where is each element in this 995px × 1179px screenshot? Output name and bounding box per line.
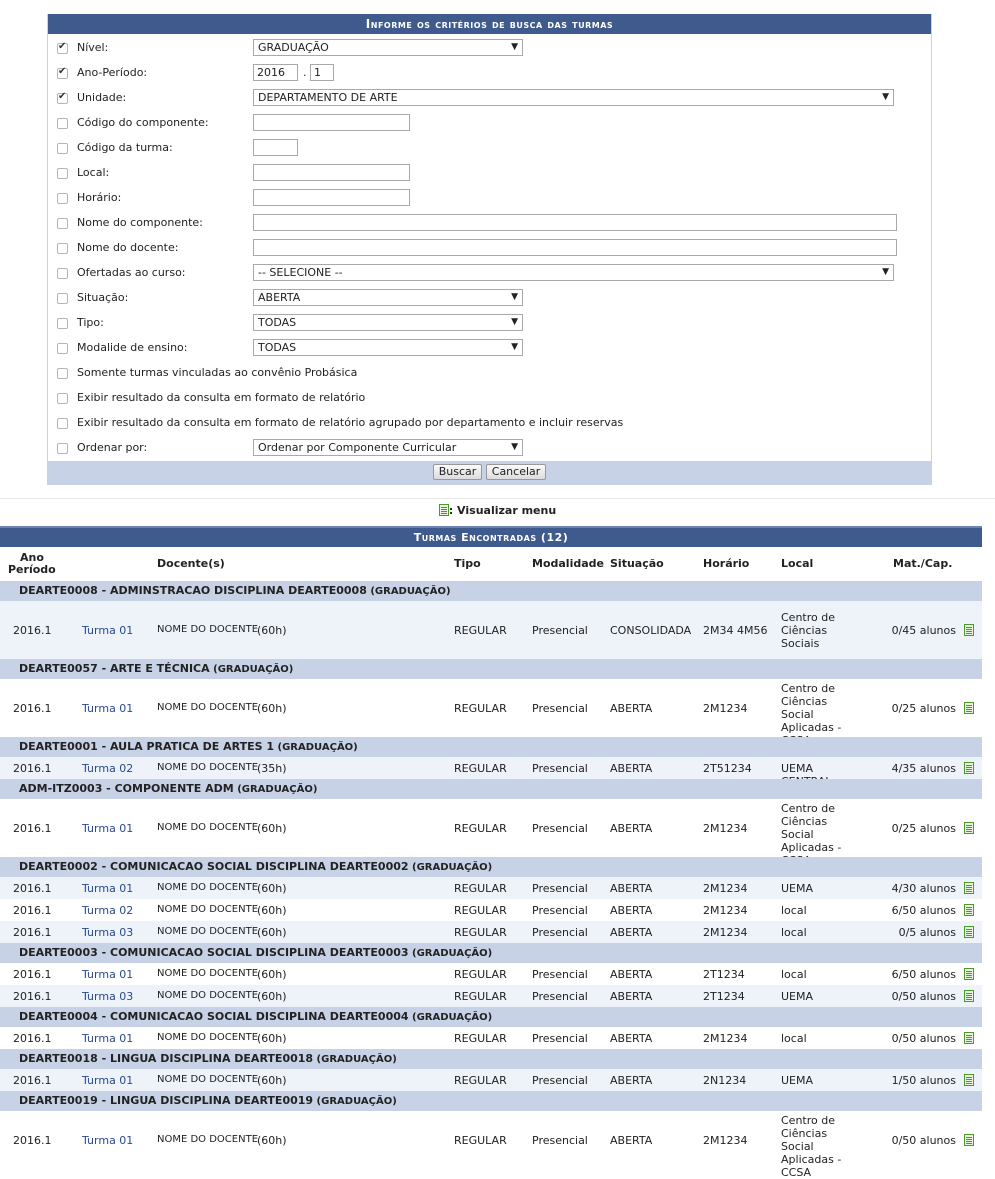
group-title: DEARTE0057 - ARTE E TÉCNICA xyxy=(19,662,210,675)
menu-icon[interactable] xyxy=(964,702,974,714)
cell-situacao: ABERTA xyxy=(610,762,653,775)
nivel-checkbox[interactable] xyxy=(57,43,68,54)
table-row xyxy=(0,963,982,985)
cell-modalidade: Presencial xyxy=(532,702,588,715)
menu-icon[interactable] xyxy=(964,990,974,1002)
turma-link[interactable]: Turma 01 xyxy=(82,624,134,637)
unidade-value: DEPARTAMENTO DE ARTE xyxy=(258,91,398,104)
cell-tipo: REGULAR xyxy=(454,702,507,715)
cell-carga-horaria: (60h) xyxy=(257,1074,287,1087)
horario-checkbox[interactable] xyxy=(57,193,68,204)
group-level: (GRADUAÇÃO) xyxy=(313,1096,397,1107)
table-row xyxy=(0,1069,982,1091)
cell-carga-horaria: (60h) xyxy=(257,968,287,981)
cell-local: Centro de Ciências Social Aplicadas - CCSA xyxy=(781,1114,842,1179)
cell-mat-cap: 0/50 alunos xyxy=(891,1134,956,1147)
table-header xyxy=(0,547,982,581)
table-row xyxy=(0,921,982,943)
component-group-header xyxy=(0,1091,982,1111)
legend-label: : Visualizar menu xyxy=(448,504,557,517)
horario-input[interactable] xyxy=(253,189,410,206)
codigo-componente-checkbox[interactable] xyxy=(57,118,68,129)
cell-docente: NOME DO DOCENTE xyxy=(157,702,259,713)
table-row xyxy=(0,1027,982,1049)
menu-icon[interactable] xyxy=(964,1134,974,1146)
cell-mat-cap: 0/25 alunos xyxy=(891,702,956,715)
cell-modalidade: Presencial xyxy=(532,1032,588,1045)
cell-situacao: ABERTA xyxy=(610,990,653,1003)
ano-periodo-separator: . xyxy=(303,66,307,79)
row-ano-periodo xyxy=(48,63,931,85)
component-group-header xyxy=(0,581,982,601)
cell-docente: NOME DO DOCENTE xyxy=(157,822,259,833)
search-form xyxy=(47,14,932,485)
cell-local: UEMA xyxy=(781,762,814,775)
cell-ano-periodo: 2016.1 xyxy=(13,762,52,775)
cell-situacao: CONSOLIDADA xyxy=(610,624,692,637)
chevron-down-icon: ▼ xyxy=(511,442,518,452)
turma-link[interactable]: Turma 02 xyxy=(82,762,134,775)
results-title: Turmas Encontradas (12) xyxy=(0,526,982,547)
tipo-value: TODAS xyxy=(258,316,297,329)
cell-mat-cap: 6/50 alunos xyxy=(891,968,956,981)
nome-componente-label: Nome do componente: xyxy=(77,216,203,229)
group-title: DEARTE0003 - COMUNICACAO SOCIAL DISCIPLINA DEARTE0003 xyxy=(19,946,409,959)
nivel-label: Nível: xyxy=(77,41,109,54)
cell-horario: 2M1234 xyxy=(703,822,748,835)
cell-ano-periodo: 2016.1 xyxy=(13,882,52,895)
cell-horario: 2M1234 xyxy=(703,1134,748,1147)
cell-ano-periodo: 2016.1 xyxy=(13,1032,52,1045)
local-input[interactable] xyxy=(253,164,410,181)
component-group-header xyxy=(0,943,982,963)
nome-docente-label: Nome do docente: xyxy=(77,241,179,254)
menu-icon[interactable] xyxy=(964,624,974,636)
relatorio-checkbox[interactable] xyxy=(57,393,68,404)
cell-horario: 2M1234 xyxy=(703,882,748,895)
ofertadas-checkbox[interactable] xyxy=(57,268,68,279)
cell-mat-cap: 0/5 alunos xyxy=(898,926,956,939)
form-footer xyxy=(48,461,931,485)
header-horario: Horário xyxy=(703,557,750,570)
buscar-button[interactable]: Buscar xyxy=(433,464,483,480)
chevron-down-icon: ▼ xyxy=(511,292,518,302)
turma-link[interactable]: Turma 03 xyxy=(82,926,134,939)
cell-carga-horaria: (60h) xyxy=(257,702,287,715)
cell-tipo: REGULAR xyxy=(454,904,507,917)
cell-mat-cap: 0/25 alunos xyxy=(891,822,956,835)
codigo-turma-label: Código da turma: xyxy=(77,141,173,154)
component-group-header xyxy=(0,1049,982,1069)
cell-ano-periodo: 2016.1 xyxy=(13,1134,52,1147)
row-unidade xyxy=(48,88,931,110)
cell-docente: NOME DO DOCENTE xyxy=(157,968,259,979)
cell-carga-horaria: (60h) xyxy=(257,926,287,939)
row-modalidade xyxy=(48,338,931,360)
cell-modalidade: Presencial xyxy=(532,882,588,895)
periodo-input[interactable]: 1 xyxy=(310,64,334,81)
probasica-label: Somente turmas vinculadas ao convênio Probásica xyxy=(77,366,358,379)
cell-modalidade: Presencial xyxy=(532,624,588,637)
row-nome-docente xyxy=(48,238,931,260)
unidade-label: Unidade: xyxy=(77,91,127,104)
cell-situacao: ABERTA xyxy=(610,822,653,835)
situacao-label: Situação: xyxy=(77,291,129,304)
turma-link[interactable]: Turma 01 xyxy=(82,702,134,715)
table-row xyxy=(0,679,982,737)
cancelar-button[interactable]: Cancelar xyxy=(486,464,547,480)
cell-carga-horaria: (60h) xyxy=(257,904,287,917)
cell-carga-horaria: (60h) xyxy=(257,990,287,1003)
legend xyxy=(0,498,995,521)
ano-periodo-label: Ano-Período: xyxy=(77,66,148,79)
menu-icon[interactable] xyxy=(964,968,974,980)
row-codigo-componente xyxy=(48,113,931,135)
nome-componente-checkbox[interactable] xyxy=(57,218,68,229)
cell-local: Centro de Ciências Sociais xyxy=(781,611,835,650)
unidade-checkbox[interactable] xyxy=(57,93,68,104)
menu-icon[interactable] xyxy=(964,926,974,938)
cell-modalidade: Presencial xyxy=(532,904,588,917)
ofertadas-select[interactable] xyxy=(253,264,894,281)
chevron-down-icon: ▼ xyxy=(882,92,889,102)
group-level: (GRADUAÇÃO) xyxy=(274,742,358,753)
cell-situacao: ABERTA xyxy=(610,1032,653,1045)
cell-docente: NOME DO DOCENTE xyxy=(157,882,259,893)
ordenar-label: Ordenar por: xyxy=(77,441,148,454)
menu-icon[interactable] xyxy=(964,1032,974,1044)
row-codigo-turma xyxy=(48,138,931,160)
group-title: DEARTE0001 - AULA PRATICA DE ARTES 1 xyxy=(19,740,275,753)
group-title: DEARTE0019 - LINGUA DISCIPLINA DEARTE0019 xyxy=(19,1094,314,1107)
row-nivel xyxy=(48,38,931,60)
group-title: ADM-ITZ0003 - COMPONENTE ADM xyxy=(19,782,234,795)
table-row xyxy=(0,985,982,1007)
menu-icon[interactable] xyxy=(964,882,974,894)
table-row xyxy=(0,877,982,899)
cell-horario: 2N1234 xyxy=(703,1074,747,1087)
menu-icon[interactable] xyxy=(964,822,974,834)
cell-local: local xyxy=(781,1032,807,1045)
cell-ano-periodo: 2016.1 xyxy=(13,702,52,715)
cell-carga-horaria: (60h) xyxy=(257,1032,287,1045)
table-row xyxy=(0,799,982,857)
cell-tipo: REGULAR xyxy=(454,968,507,981)
chevron-down-icon: ▼ xyxy=(511,42,518,52)
turma-link[interactable]: Turma 01 xyxy=(82,1074,134,1087)
relatorio-agrupado-checkbox[interactable] xyxy=(57,418,68,429)
ordenar-checkbox[interactable] xyxy=(57,443,68,454)
cell-situacao: ABERTA xyxy=(610,904,653,917)
group-level: (GRADUAÇÃO) xyxy=(408,1012,493,1023)
menu-icon[interactable] xyxy=(964,1074,974,1086)
cell-tipo: REGULAR xyxy=(454,1134,507,1147)
nivel-select[interactable] xyxy=(253,39,523,56)
cell-docente: NOME DO DOCENTE xyxy=(157,926,259,937)
cell-modalidade: Presencial xyxy=(532,1074,588,1087)
cell-tipo: REGULAR xyxy=(454,1032,507,1045)
cell-horario: 2T1234 xyxy=(703,968,745,981)
row-probasica xyxy=(48,363,931,385)
unidade-select[interactable] xyxy=(253,89,894,106)
cell-horario: 2T1234 xyxy=(703,990,745,1003)
cell-modalidade: Presencial xyxy=(532,822,588,835)
cell-horario: 2T51234 xyxy=(703,762,752,775)
component-group-header xyxy=(0,659,982,679)
ordenar-select[interactable] xyxy=(253,439,523,456)
cell-docente: NOME DO DOCENTE xyxy=(157,990,259,1001)
local-checkbox[interactable] xyxy=(57,168,68,179)
results-table xyxy=(0,526,982,1179)
cell-situacao: ABERTA xyxy=(610,882,653,895)
ofertadas-label: Ofertadas ao curso: xyxy=(77,266,186,279)
cell-local: UEMA xyxy=(781,882,814,895)
header-mat-cap: Mat./Cap. xyxy=(893,557,953,570)
horario-label: Horário: xyxy=(77,191,122,204)
cell-mat-cap: 4/30 alunos xyxy=(891,882,956,895)
group-level: (GRADUAÇÃO) xyxy=(209,664,294,675)
group-title: DEARTE0004 - COMUNICACAO SOCIAL DISCIPLINA DEARTE0004 xyxy=(19,1010,409,1023)
cell-horario: 2M1234 xyxy=(703,926,748,939)
cell-mat-cap: 0/45 alunos xyxy=(891,624,956,637)
cell-docente: NOME DO DOCENTE xyxy=(157,1134,259,1145)
component-group-header xyxy=(0,857,982,877)
turma-link[interactable]: Turma 02 xyxy=(82,904,134,917)
cell-tipo: REGULAR xyxy=(454,762,507,775)
row-local xyxy=(48,163,931,185)
cell-local: UEMA xyxy=(781,1074,814,1087)
cell-situacao: ABERTA xyxy=(610,702,653,715)
table-row xyxy=(0,1111,982,1179)
menu-icon xyxy=(439,504,449,516)
form-title: Informe os critérios de busca das turmas xyxy=(48,14,931,34)
modalidade-label: Modalide de ensino: xyxy=(77,341,188,354)
cell-local: Centro de Ciências Social Aplicadas - xyxy=(781,802,842,854)
situacao-select[interactable] xyxy=(253,289,523,306)
table-body xyxy=(0,581,982,1179)
modalidade-checkbox[interactable] xyxy=(57,343,68,354)
relatorio-agrupado-label: Exibir resultado da consulta em formato de relatório agrupado por departamento e incluir reservas xyxy=(77,416,624,429)
ano-input[interactable]: 2016 xyxy=(253,64,298,81)
table-row xyxy=(0,757,982,779)
chevron-down-icon: ▼ xyxy=(511,342,518,352)
group-level: (GRADUAÇÃO) xyxy=(366,586,451,597)
nivel-value: GRADUAÇÃO xyxy=(258,41,329,54)
turma-link[interactable]: Turma 01 xyxy=(82,882,134,895)
cell-modalidade: Presencial xyxy=(532,926,588,939)
chevron-down-icon: ▼ xyxy=(882,267,889,277)
turma-link[interactable]: Turma 01 xyxy=(82,822,134,835)
codigo-turma-input[interactable] xyxy=(253,139,298,156)
row-ordenar xyxy=(48,438,931,460)
cell-ano-periodo: 2016.1 xyxy=(13,968,52,981)
tipo-checkbox[interactable] xyxy=(57,318,68,329)
cell-docente: NOME DO DOCENTE xyxy=(157,762,259,773)
probasica-checkbox[interactable] xyxy=(57,368,68,379)
row-situacao xyxy=(48,288,931,310)
cell-ano-periodo: 2016.1 xyxy=(13,1074,52,1087)
group-title: DEARTE0008 - ADMINSTRACAO DISCIPLINA DEARTE0008 xyxy=(19,584,367,597)
modalidade-select[interactable] xyxy=(253,339,523,356)
cell-ano-periodo: 2016.1 xyxy=(13,926,52,939)
row-nome-componente xyxy=(48,213,931,235)
cell-situacao: ABERTA xyxy=(610,1134,653,1147)
nome-docente-checkbox[interactable] xyxy=(57,243,68,254)
modalidade-value: TODAS xyxy=(258,341,297,354)
nome-docente-input[interactable] xyxy=(253,239,897,256)
header-periodo: Período xyxy=(8,563,56,576)
header-situacao: Situação xyxy=(610,557,664,570)
codigo-turma-checkbox[interactable] xyxy=(57,143,68,154)
header-ano: Ano xyxy=(20,551,44,564)
row-tipo xyxy=(48,313,931,335)
ofertadas-value: -- SELECIONE -- xyxy=(258,266,343,279)
component-group-header xyxy=(0,1007,982,1027)
cell-mat-cap: 6/50 alunos xyxy=(891,904,956,917)
ordenar-value: Ordenar por Componente Curricular xyxy=(258,441,457,454)
codigo-componente-input[interactable] xyxy=(253,114,410,131)
cell-modalidade: Presencial xyxy=(532,968,588,981)
cell-docente: NOME DO DOCENTE xyxy=(157,1074,259,1085)
row-relatorio-agrupado xyxy=(48,413,931,435)
cell-tipo: REGULAR xyxy=(454,624,507,637)
cell-tipo: REGULAR xyxy=(454,926,507,939)
turma-link[interactable]: Turma 01 xyxy=(82,1032,134,1045)
cell-carga-horaria: (60h) xyxy=(257,624,287,637)
cell-carga-horaria: (60h) xyxy=(257,1134,287,1147)
group-level: (GRADUAÇÃO) xyxy=(233,784,318,795)
chevron-down-icon: ▼ xyxy=(511,317,518,327)
cell-tipo: REGULAR xyxy=(454,822,507,835)
row-ofertadas xyxy=(48,263,931,285)
header-modalidade: Modalidade xyxy=(532,557,604,570)
codigo-componente-label: Código do componente: xyxy=(77,116,209,129)
cell-local: Centro de Ciências Social Aplicadas - xyxy=(781,682,842,734)
group-level: (GRADUAÇÃO) xyxy=(408,862,493,873)
ano-periodo-checkbox[interactable] xyxy=(57,68,68,79)
cell-modalidade: Presencial xyxy=(532,990,588,1003)
cell-horario: 2M1234 xyxy=(703,1032,748,1045)
header-tipo: Tipo xyxy=(454,557,481,570)
local-label: Local: xyxy=(77,166,110,179)
cell-carga-horaria: (60h) xyxy=(257,822,287,835)
cell-ano-periodo: 2016.1 xyxy=(13,624,52,637)
cell-horario: 2M1234 xyxy=(703,702,748,715)
relatorio-label: Exibir resultado da consulta em formato de relatório xyxy=(77,391,366,404)
group-title: DEARTE0002 - COMUNICACAO SOCIAL DISCIPLINA DEARTE0002 xyxy=(19,860,409,873)
cell-tipo: REGULAR xyxy=(454,882,507,895)
cell-local: local xyxy=(781,968,807,981)
cell-mat-cap: 0/50 alunos xyxy=(891,1032,956,1045)
cell-ano-periodo: 2016.1 xyxy=(13,822,52,835)
component-group-header xyxy=(0,737,982,757)
cell-modalidade: Presencial xyxy=(532,1134,588,1147)
situacao-value: ABERTA xyxy=(258,291,301,304)
cell-docente: NOME DO DOCENTE xyxy=(157,904,259,915)
group-level: (GRADUAÇÃO) xyxy=(408,948,493,959)
row-horario xyxy=(48,188,931,210)
cell-mat-cap: 4/35 alunos xyxy=(891,762,956,775)
component-group-header xyxy=(0,779,982,799)
cell-situacao: ABERTA xyxy=(610,926,653,939)
tipo-label: Tipo: xyxy=(77,316,104,329)
cell-ano-periodo: 2016.1 xyxy=(13,904,52,917)
cell-horario: 2M1234 xyxy=(703,904,748,917)
table-row xyxy=(0,601,982,659)
cell-mat-cap: 0/50 alunos xyxy=(891,990,956,1003)
cell-carga-horaria: (60h) xyxy=(257,882,287,895)
cell-ano-periodo: 2016.1 xyxy=(13,990,52,1003)
cell-horario: 2M34 4M56 xyxy=(703,624,768,637)
group-title: DEARTE0018 - LINGUA DISCIPLINA DEARTE0018 xyxy=(19,1052,314,1065)
cell-mat-cap: 1/50 alunos xyxy=(891,1074,956,1087)
turma-link[interactable]: Turma 01 xyxy=(82,1134,134,1147)
cell-docente: NOME DO DOCENTE xyxy=(157,1032,259,1043)
cell-docente: NOME DO DOCENTE xyxy=(157,624,259,635)
turma-link[interactable]: Turma 03 xyxy=(82,990,134,1003)
header-local: Local xyxy=(781,557,814,570)
menu-icon[interactable] xyxy=(964,904,974,916)
group-level: (GRADUAÇÃO) xyxy=(313,1054,397,1065)
menu-icon[interactable] xyxy=(964,762,974,774)
cell-local: local xyxy=(781,926,807,939)
cell-situacao: ABERTA xyxy=(610,1074,653,1087)
situacao-checkbox[interactable] xyxy=(57,293,68,304)
cell-modalidade: Presencial xyxy=(532,762,588,775)
cell-situacao: ABERTA xyxy=(610,968,653,981)
cell-local: UEMA xyxy=(781,990,814,1003)
turma-link[interactable]: Turma 01 xyxy=(82,968,134,981)
cell-tipo: REGULAR xyxy=(454,1074,507,1087)
header-docentes: Docente(s) xyxy=(157,557,225,570)
row-relatorio xyxy=(48,388,931,410)
cell-local: local xyxy=(781,904,807,917)
tipo-select[interactable] xyxy=(253,314,523,331)
cell-carga-horaria: (35h) xyxy=(257,762,287,775)
table-row xyxy=(0,899,982,921)
cell-tipo: REGULAR xyxy=(454,990,507,1003)
nome-componente-input[interactable] xyxy=(253,214,897,231)
